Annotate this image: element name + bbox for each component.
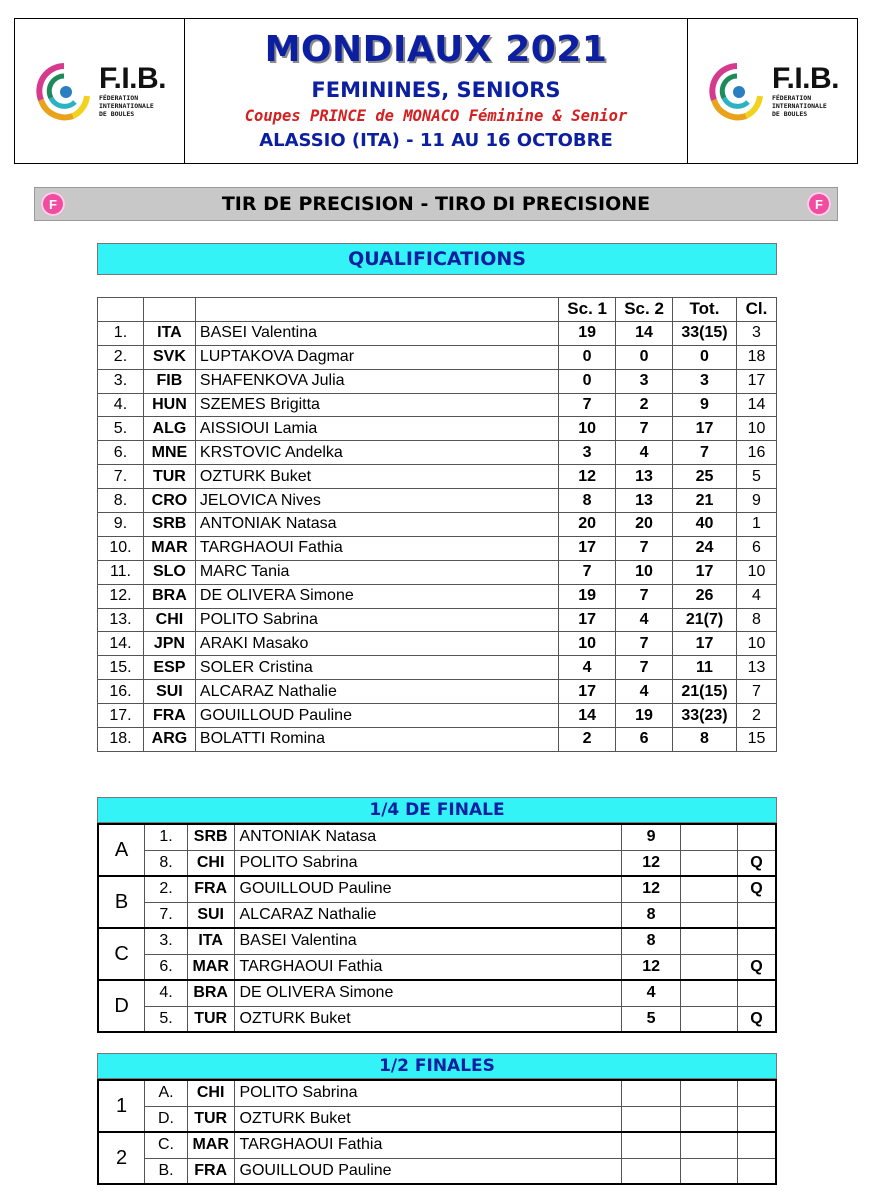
table-row <box>98 369 777 393</box>
table-row <box>98 632 777 656</box>
cell-rank: 15. <box>98 656 144 680</box>
female-badge-icon: F <box>807 192 831 216</box>
cell-name: ANTONIAK Natasa <box>195 513 558 537</box>
table-row <box>98 656 777 680</box>
cell-rank: 18. <box>98 728 144 752</box>
header-sc2: Sc. 2 <box>616 298 673 322</box>
table-row <box>98 441 777 465</box>
cell-tot: 33(23) <box>673 704 737 728</box>
table-row <box>98 560 777 584</box>
cell-cl: 7 <box>736 680 776 704</box>
logo-abbr: F.I.B. <box>98 62 166 95</box>
cell-cl: 13 <box>736 656 776 680</box>
header-tot: Tot. <box>673 298 737 322</box>
cell-q: Q <box>737 1006 776 1032</box>
cell-rank: 5. <box>98 417 144 441</box>
cell-name: DE OLIVERA Simone <box>234 980 622 1006</box>
cell-cl: 10 <box>736 560 776 584</box>
cell-score: 5 <box>622 1006 681 1032</box>
cell-nat: MAR <box>187 1132 234 1158</box>
table-row <box>98 489 777 513</box>
qualifications-title: QUALIFICATIONS <box>97 243 777 275</box>
cell-rank: 2. <box>98 345 144 369</box>
cell-q: Q <box>737 876 776 902</box>
table-row <box>98 584 777 608</box>
semi-final-title: 1/2 FINALES <box>97 1053 777 1079</box>
cell-q: Q <box>737 954 776 980</box>
cell-sc2: 4 <box>616 441 673 465</box>
table-row <box>98 321 777 345</box>
cell-sc1: 7 <box>559 393 616 417</box>
cell-empty <box>681 1006 738 1032</box>
table-row <box>98 1006 776 1032</box>
event-place: ALASSIO (ITA) - 11 AU 16 OCTOBRE <box>259 130 613 151</box>
cell-sc2: 6 <box>616 728 673 752</box>
cell-sc1: 10 <box>559 417 616 441</box>
cell-sc1: 0 <box>559 369 616 393</box>
cell-empty <box>681 1106 738 1132</box>
cell-cl: 18 <box>736 345 776 369</box>
cell-seed: 2. <box>145 876 188 902</box>
group-label: C <box>98 928 145 980</box>
cell-sc2: 7 <box>616 536 673 560</box>
cell-seed: 3. <box>145 928 188 954</box>
cell-sc2: 7 <box>616 632 673 656</box>
group-label: B <box>98 876 145 928</box>
cell-tot: 17 <box>673 560 737 584</box>
cell-name: SOLER Cristina <box>195 656 558 680</box>
cell-seed: D. <box>145 1106 188 1132</box>
logo-line1: FÉDERATION <box>771 94 812 102</box>
cell-sc2: 20 <box>616 513 673 537</box>
cell-q <box>737 1080 776 1106</box>
cell-cl: 9 <box>736 489 776 513</box>
cell-empty <box>681 850 738 876</box>
cell-sc1: 14 <box>559 704 616 728</box>
cell-name: OZTURK Buket <box>234 1106 622 1132</box>
cell-sc2: 14 <box>616 321 673 345</box>
qualifications-table <box>97 297 777 752</box>
cell-name: ANTONIAK Natasa <box>234 824 622 850</box>
cell-cl: 17 <box>736 369 776 393</box>
table-row <box>98 680 777 704</box>
cell-nat: ITA <box>187 928 234 954</box>
cell-score <box>622 1106 681 1132</box>
cell-q <box>737 980 776 1006</box>
logo-line2: INTERNATIONALE <box>771 102 827 110</box>
cell-name: TARGHAOUI Fathia <box>195 536 558 560</box>
table-header-row <box>98 298 777 322</box>
group-label: 1 <box>98 1080 145 1132</box>
cell-sc1: 8 <box>559 489 616 513</box>
cell-cl: 15 <box>736 728 776 752</box>
cell-sc2: 7 <box>616 656 673 680</box>
table-row <box>98 1106 776 1132</box>
cell-cl: 6 <box>736 536 776 560</box>
table-row <box>98 1080 776 1106</box>
cell-tot: 21(7) <box>673 608 737 632</box>
cell-sc1: 3 <box>559 441 616 465</box>
table-row <box>98 980 776 1006</box>
table-row <box>98 728 777 752</box>
group-label: A <box>98 824 145 876</box>
table-row <box>98 1158 776 1184</box>
table-row <box>98 954 776 980</box>
cell-q: Q <box>737 850 776 876</box>
cell-tot: 11 <box>673 656 737 680</box>
cell-empty <box>681 1158 738 1184</box>
cell-cl: 10 <box>736 417 776 441</box>
cell-tot: 0 <box>673 345 737 369</box>
cell-rank: 1. <box>98 321 144 345</box>
cell-nat: MAR <box>143 536 195 560</box>
cell-score: 12 <box>622 850 681 876</box>
cell-nat: CRO <box>143 489 195 513</box>
cell-score: 8 <box>622 928 681 954</box>
cell-name: POLITO Sabrina <box>195 608 558 632</box>
table-row <box>98 902 776 928</box>
table-row <box>98 417 777 441</box>
cell-tot: 21(15) <box>673 680 737 704</box>
table-row <box>98 345 777 369</box>
cell-q <box>737 928 776 954</box>
cell-sc1: 20 <box>559 513 616 537</box>
logo-line2: INTERNATIONALE <box>98 102 154 110</box>
discipline-banner <box>34 187 838 221</box>
cell-name: GOUILLOUD Pauline <box>234 876 622 902</box>
cell-sc1: 17 <box>559 536 616 560</box>
fib-emblem-icon <box>706 60 768 122</box>
cell-name: BOLATTI Romina <box>195 728 558 752</box>
group-label: 2 <box>98 1132 145 1184</box>
event-cup: Coupes PRINCE de MONACO Féminine & Senior <box>244 107 628 125</box>
table-row <box>98 824 776 850</box>
cell-rank: 4. <box>98 393 144 417</box>
logo-line3: DE BOULES <box>98 110 135 118</box>
cell-q <box>737 902 776 928</box>
cell-nat: FRA <box>187 1158 234 1184</box>
table-row <box>98 608 777 632</box>
cell-seed: 7. <box>145 902 188 928</box>
cell-tot: 17 <box>673 632 737 656</box>
cell-empty <box>681 1132 738 1158</box>
cell-nat: ITA <box>143 321 195 345</box>
cell-cl: 4 <box>736 584 776 608</box>
cell-q <box>737 1132 776 1158</box>
cell-score <box>622 1080 681 1106</box>
cell-empty <box>681 954 738 980</box>
cell-name: ALCARAZ Nathalie <box>234 902 622 928</box>
quarter-final-title: 1/4 DE FINALE <box>97 797 777 823</box>
cell-sc2: 7 <box>616 417 673 441</box>
cell-sc2: 0 <box>616 345 673 369</box>
table-row <box>98 465 777 489</box>
cell-tot: 9 <box>673 393 737 417</box>
cell-rank: 10. <box>98 536 144 560</box>
cell-name: OZTURK Buket <box>234 1006 622 1032</box>
cell-tot: 40 <box>673 513 737 537</box>
cell-name: DE OLIVERA Simone <box>195 584 558 608</box>
logo-line3: DE BOULES <box>771 110 808 118</box>
cell-nat: SVK <box>143 345 195 369</box>
cell-name: ARAKI Masako <box>195 632 558 656</box>
cell-rank: 12. <box>98 584 144 608</box>
cell-nat: SRB <box>187 824 234 850</box>
cell-sc1: 2 <box>559 728 616 752</box>
cell-name: AISSIOUI Lamia <box>195 417 558 441</box>
cell-sc2: 10 <box>616 560 673 584</box>
cell-q <box>737 1158 776 1184</box>
cell-nat: BRA <box>143 584 195 608</box>
cell-name: TARGHAOUI Fathia <box>234 954 622 980</box>
cell-name: BASEI Valentina <box>195 321 558 345</box>
cell-rank: 17. <box>98 704 144 728</box>
cell-empty <box>681 980 738 1006</box>
quarter-final-table <box>97 823 777 1033</box>
cell-nat: TUR <box>143 465 195 489</box>
cell-score: 9 <box>622 824 681 850</box>
table-row <box>98 850 776 876</box>
cell-nat: MAR <box>187 954 234 980</box>
fib-emblem-icon <box>33 60 95 122</box>
document-header <box>14 18 858 164</box>
cell-sc2: 4 <box>616 608 673 632</box>
cell-tot: 17 <box>673 417 737 441</box>
cell-rank: 9. <box>98 513 144 537</box>
cell-tot: 8 <box>673 728 737 752</box>
cell-rank: 3. <box>98 369 144 393</box>
cell-empty <box>681 928 738 954</box>
table-row <box>98 536 777 560</box>
cell-name: GOUILLOUD Pauline <box>195 704 558 728</box>
cell-nat: ARG <box>143 728 195 752</box>
cell-sc1: 12 <box>559 465 616 489</box>
cell-name: LUPTAKOVA Dagmar <box>195 345 558 369</box>
logo-abbr: F.I.B. <box>771 62 839 95</box>
cell-name: ALCARAZ Nathalie <box>195 680 558 704</box>
group-label: D <box>98 980 145 1032</box>
cell-nat: SUI <box>187 902 234 928</box>
cell-sc2: 19 <box>616 704 673 728</box>
cell-cl: 10 <box>736 632 776 656</box>
cell-nat: CHI <box>143 608 195 632</box>
female-badge-icon: F <box>41 192 65 216</box>
cell-rank: 13. <box>98 608 144 632</box>
cell-sc1: 4 <box>559 656 616 680</box>
cell-nat: FRA <box>143 704 195 728</box>
cell-rank: 16. <box>98 680 144 704</box>
cell-tot: 21 <box>673 489 737 513</box>
cell-score: 4 <box>622 980 681 1006</box>
cell-cl: 1 <box>736 513 776 537</box>
cell-name: BASEI Valentina <box>234 928 622 954</box>
cell-seed: 8. <box>145 850 188 876</box>
fib-logo-right <box>687 19 857 163</box>
cell-tot: 33(15) <box>673 321 737 345</box>
table-row <box>98 704 777 728</box>
header-cl: Cl. <box>736 298 776 322</box>
cell-nat: ESP <box>143 656 195 680</box>
cell-rank: 7. <box>98 465 144 489</box>
logo-line1: FÉDERATION <box>98 94 139 102</box>
cell-nat: JPN <box>143 632 195 656</box>
cell-sc1: 17 <box>559 608 616 632</box>
cell-seed: C. <box>145 1132 188 1158</box>
cell-rank: 11. <box>98 560 144 584</box>
cell-cl: 2 <box>736 704 776 728</box>
cell-name: OZTURK Buket <box>195 465 558 489</box>
cell-rank: 6. <box>98 441 144 465</box>
cell-sc2: 7 <box>616 584 673 608</box>
cell-name: JELOVICA Nives <box>195 489 558 513</box>
cell-name: KRSTOVIC Andelka <box>195 441 558 465</box>
cell-score <box>622 1158 681 1184</box>
cell-score: 12 <box>622 876 681 902</box>
cell-nat: TUR <box>187 1106 234 1132</box>
cell-name: SZEMES Brigitta <box>195 393 558 417</box>
cell-seed: 1. <box>145 824 188 850</box>
cell-nat: FIB <box>143 369 195 393</box>
semi-final-table <box>97 1079 777 1185</box>
cell-tot: 25 <box>673 465 737 489</box>
cell-empty <box>681 902 738 928</box>
table-row <box>98 513 777 537</box>
cell-sc1: 17 <box>559 680 616 704</box>
cell-sc1: 10 <box>559 632 616 656</box>
cell-seed: 5. <box>145 1006 188 1032</box>
cell-name: SHAFENKOVA Julia <box>195 369 558 393</box>
cell-empty <box>681 1080 738 1106</box>
cell-nat: CHI <box>187 1080 234 1106</box>
cell-name: GOUILLOUD Pauline <box>234 1158 622 1184</box>
cell-cl: 8 <box>736 608 776 632</box>
cell-nat: SLO <box>143 560 195 584</box>
cell-nat: BRA <box>187 980 234 1006</box>
cell-nat: CHI <box>187 850 234 876</box>
cell-name: POLITO Sabrina <box>234 850 622 876</box>
cell-tot: 24 <box>673 536 737 560</box>
cell-cl: 14 <box>736 393 776 417</box>
cell-sc1: 0 <box>559 345 616 369</box>
cell-tot: 7 <box>673 441 737 465</box>
table-row <box>98 1132 776 1158</box>
header-sc1: Sc. 1 <box>559 298 616 322</box>
fib-logo-left <box>15 19 185 163</box>
cell-nat: ALG <box>143 417 195 441</box>
cell-name: TARGHAOUI Fathia <box>234 1132 622 1158</box>
cell-sc2: 3 <box>616 369 673 393</box>
cell-empty <box>681 824 738 850</box>
cell-sc2: 4 <box>616 680 673 704</box>
cell-sc2: 2 <box>616 393 673 417</box>
cell-score <box>622 1132 681 1158</box>
cell-empty <box>681 876 738 902</box>
cell-name: POLITO Sabrina <box>234 1080 622 1106</box>
cell-nat: TUR <box>187 1006 234 1032</box>
cell-sc1: 7 <box>559 560 616 584</box>
cell-seed: A. <box>145 1080 188 1106</box>
cell-sc2: 13 <box>616 489 673 513</box>
cell-score: 8 <box>622 902 681 928</box>
table-row <box>98 928 776 954</box>
cell-sc1: 19 <box>559 584 616 608</box>
cell-tot: 26 <box>673 584 737 608</box>
cell-q <box>737 824 776 850</box>
cell-name: MARC Tania <box>195 560 558 584</box>
cell-cl: 16 <box>736 441 776 465</box>
event-title: MONDIAUX 2021 <box>264 29 608 70</box>
cell-cl: 5 <box>736 465 776 489</box>
cell-nat: HUN <box>143 393 195 417</box>
cell-q <box>737 1106 776 1132</box>
cell-nat: FRA <box>187 876 234 902</box>
cell-seed: 4. <box>145 980 188 1006</box>
cell-cl: 3 <box>736 321 776 345</box>
cell-rank: 14. <box>98 632 144 656</box>
cell-nat: MNE <box>143 441 195 465</box>
cell-rank: 8. <box>98 489 144 513</box>
event-subtitle: FEMININES, SENIORS <box>311 78 561 102</box>
cell-nat: SRB <box>143 513 195 537</box>
cell-nat: SUI <box>143 680 195 704</box>
table-row <box>98 393 777 417</box>
cell-seed: B. <box>145 1158 188 1184</box>
cell-score: 12 <box>622 954 681 980</box>
cell-sc2: 13 <box>616 465 673 489</box>
cell-tot: 3 <box>673 369 737 393</box>
cell-seed: 6. <box>145 954 188 980</box>
table-row <box>98 876 776 902</box>
discipline-title: TIR DE PRECISION - TIRO DI PRECISIONE <box>221 193 651 215</box>
cell-sc1: 19 <box>559 321 616 345</box>
